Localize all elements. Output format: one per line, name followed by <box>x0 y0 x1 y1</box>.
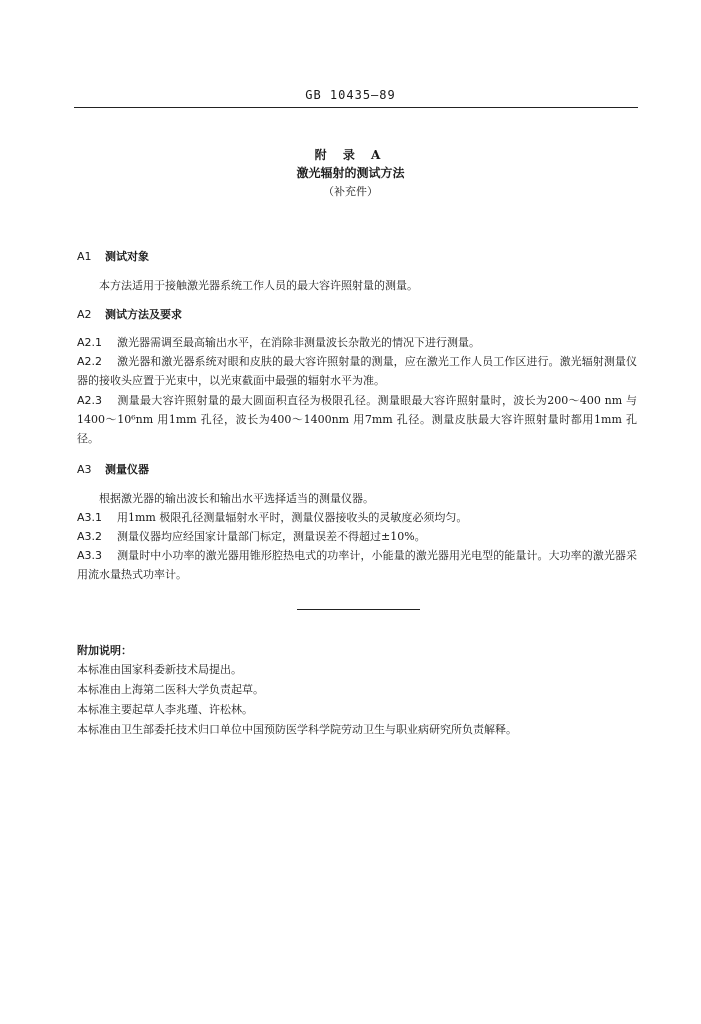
section-a3-heading <box>77 460 637 479</box>
additional-note-line: 本标准由上海第二医科大学负责起草。 <box>77 683 264 696</box>
section-a1-heading <box>77 247 637 266</box>
clause-number: A2.2 <box>77 355 103 368</box>
clause-text: 激光器和激光器系统对眼和皮肤的最大容许照射量的测量，应在激光工作人员工作区进行。激光辐射测量仪器的接收头应置于光束中，以光束截面中最强的辐射水平为准。 <box>77 355 637 387</box>
clause-text: 测量仪器均应经国家计量部门标定，测量误差不得超过±10%。 <box>117 530 426 543</box>
section-a3-intro: 根据激光器的输出波长和输出水平选择适当的测量仪器。 <box>99 492 374 505</box>
clause-a2-1 <box>77 333 637 352</box>
clause-a2-2 <box>77 352 637 390</box>
appendix-note: （补充件） <box>323 185 378 198</box>
clause-number: A2.1 <box>77 336 103 349</box>
clause-text: 激光器需调至最高输出水平，在消除非测量波长杂散光的情况下进行测量。 <box>117 336 480 349</box>
separator-rule <box>297 609 420 610</box>
section-a2-heading <box>77 305 637 324</box>
clause-number: A3.3 <box>77 549 103 562</box>
section-number: A1 <box>77 250 92 263</box>
header-rule <box>74 107 638 108</box>
additional-notes-title: 附加说明： <box>77 644 132 657</box>
additional-note-line: 本标准主要起草人李兆瑾、许松林。 <box>77 703 253 716</box>
section-number: A3 <box>77 463 92 476</box>
appendix-title: 激光辐射的测试方法 <box>296 166 405 180</box>
section-title: 测试方法及要求 <box>105 308 182 321</box>
clause-a3-3 <box>77 546 637 584</box>
section-title: 测量仪器 <box>105 463 149 476</box>
clause-a3-2 <box>77 527 637 546</box>
clause-a3-1 <box>77 508 637 527</box>
additional-note-line: 本标准由卫生部委托技术归口单位中国预防医学科学院劳动卫生与职业病研究所负责解释。 <box>77 723 517 736</box>
appendix-label: 附 录 A <box>314 148 387 162</box>
clause-number: A3.1 <box>77 511 103 524</box>
clause-text: 用1mm 极限孔径测量辐射水平时，测量仪器接收头的灵敏度必须均匀。 <box>117 511 468 524</box>
section-a1-body: 本方法适用于接触激光器系统工作人员的最大容许照射量的测量。 <box>99 279 418 292</box>
additional-note-line: 本标准由国家科委新技术局提出。 <box>77 663 242 676</box>
clause-number: A2.3 <box>77 394 103 407</box>
clause-text: 测量时中小功率的激光器用锥形腔热电式的功率计，小能量的激光器用光电型的能量计。大功率的激光器采用流水量热式功率计。 <box>77 549 637 581</box>
document-header: GB 10435—89 <box>305 88 396 102</box>
clause-number: A3.2 <box>77 530 103 543</box>
clause-text: 测量最大容许照射量的最大圆面积直径为极限孔径。测量眼最大容许照射量时，波长为200～400 nm 与1400～10⁶nm 用1mm 孔径，波长为400～1400nm 用7mm 孔径。测量皮肤最大容许照射量时都用1mm 孔径。 <box>77 394 637 445</box>
section-number: A2 <box>77 308 92 321</box>
clause-a2-3 <box>77 391 637 448</box>
section-title: 测试对象 <box>105 250 149 263</box>
